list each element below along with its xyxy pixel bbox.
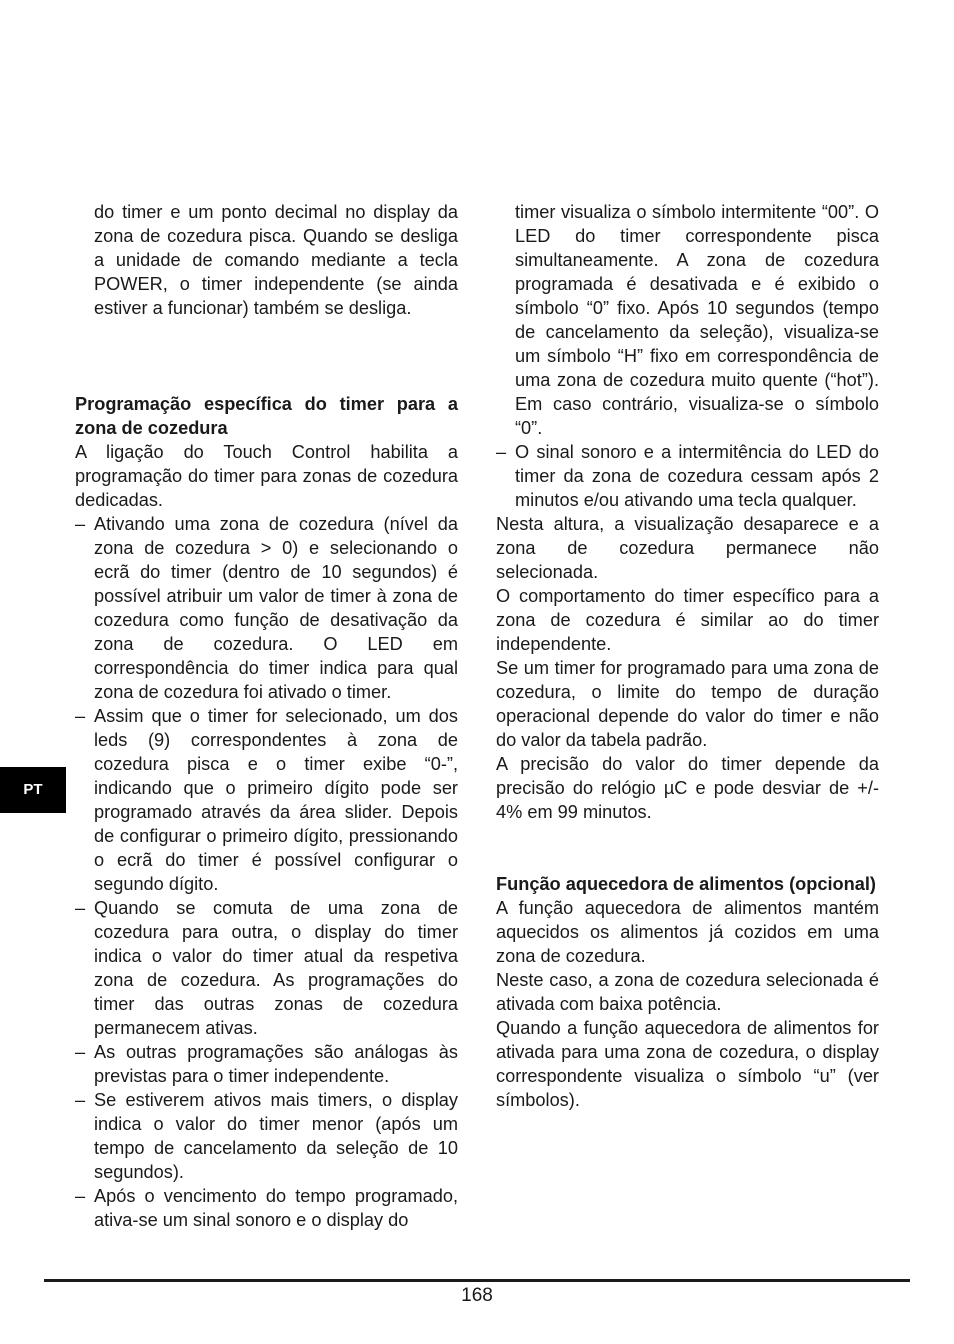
body-paragraph: Quando a função aquecedora de alimentos for ativada para uma zona de cozedura, o display correspondente visualiza o símbolo “u” (ver símbolos). xyxy=(496,1018,879,1110)
list-item xyxy=(75,1088,458,1184)
list-item-text: O sinal sonoro e a intermitência do LED do timer da zona de cozedura cessam após 2 minutos e/ou ativando uma tecla qualquer. xyxy=(515,442,879,510)
body-paragraph: Se um timer for programado para uma zona de cozedura, o limite do tempo de duração operacional depende do valor do timer e não do valor da tabela padrão. xyxy=(496,658,879,750)
intro-paragraph: do timer e um ponto decimal no display da zona de cozedura pisca. Quando se desliga a unidade de comando mediante a tecla POWER, o timer independente (se ainda estiver a funcionar) também se desliga. xyxy=(94,202,458,318)
section-heading-timer: Programação específica do timer para a zona de cozedura xyxy=(75,394,458,438)
right-column xyxy=(496,200,879,1112)
list-item-text: As outras programações são análogas às previstas para o timer independente. xyxy=(94,1042,458,1086)
list-item-text: Se estiverem ativos mais timers, o display indica o valor do timer menor (após um tempo de cancelamento da seleção de 10 segundos). xyxy=(94,1090,458,1182)
list-item xyxy=(75,512,458,704)
left-column xyxy=(75,200,458,1232)
list-item-text: Assim que o timer for selecionado, um dos leds (9) correspondentes à zona de cozedura pisca e o timer exibe “0-”, indicando que o primeiro dígito pode ser programado através da área slider. Depois de configurar o primeiro dígito, pressionando o ecrã do timer é possível configurar o segundo dígito. xyxy=(94,706,458,894)
dash-bullet: – xyxy=(75,898,86,918)
dash-bullet: – xyxy=(75,514,86,534)
list-item xyxy=(496,440,879,512)
dash-bullet: – xyxy=(75,1090,86,1110)
list-item xyxy=(75,1184,458,1232)
dash-bullet: – xyxy=(496,442,507,462)
list-item-text: Ativando uma zona de cozedura (nível da zona de cozedura > 0) e selecionando o ecrã do timer (dentro de 10 segundos) é possível atribuir um valor de timer à zona de cozedura como função de desativação da zona de cozedura. O LED em correspondência do timer indica para qual zona de cozedura foi ativado o timer. xyxy=(94,514,458,702)
body-paragraph: A precisão do valor do timer depende da precisão do relógio µC e pode desviar de +/- 4% em 99 minutos. xyxy=(496,754,879,822)
section-heading-food-warmer: Função aquecedora de alimentos (opcional) xyxy=(496,874,876,894)
body-paragraph: Neste caso, a zona de cozedura selecionada é ativada com baixa potência. xyxy=(496,970,879,1014)
continuation-paragraph: timer visualiza o símbolo intermitente “00”. O LED do timer correspondente pisca simultaneamente. A zona de cozedura programada é desativada e é exibido o símbolo “0” fixo. Após 10 segundos (tempo de cancelamento da seleção), visualiza-se um símbolo “H” fixo em correspondência de uma zona de cozedura muito quente (“hot”). Em caso contrário, visualiza-se o símbolo “0”. xyxy=(515,202,879,438)
dash-bullet: – xyxy=(75,706,86,726)
body-paragraph: O comportamento do timer específico para a zona de cozedura é similar ao do timer independente. xyxy=(496,586,879,654)
body-paragraph: A função aquecedora de alimentos mantém aquecidos os alimentos já cozidos em uma zona de cozedura. xyxy=(496,898,879,966)
footer-rule xyxy=(44,1279,910,1282)
list-item-text: Quando se comuta de uma zona de cozedura para outra, o display do timer indica o valor do timer atual da respetiva zona de cozedura. As programações do timer das outras zonas de cozedura permanecem ativas. xyxy=(94,898,458,1038)
list-item-text: Após o vencimento do tempo programado, ativa-se um sinal sonoro e o display do xyxy=(94,1186,458,1230)
body-paragraph: A ligação do Touch Control habilita a programação do timer para zonas de cozedura dedicadas. xyxy=(75,442,458,510)
body-paragraph: Nesta altura, a visualização desaparece e a zona de cozedura permanece não selecionada. xyxy=(496,514,879,582)
dash-bullet: – xyxy=(75,1186,86,1206)
list-item xyxy=(75,704,458,896)
language-tab: PT xyxy=(0,767,66,813)
dash-bullet: – xyxy=(75,1042,86,1062)
page-number: 168 xyxy=(461,1285,493,1306)
list-item xyxy=(75,1040,458,1088)
list-item xyxy=(75,896,458,1040)
